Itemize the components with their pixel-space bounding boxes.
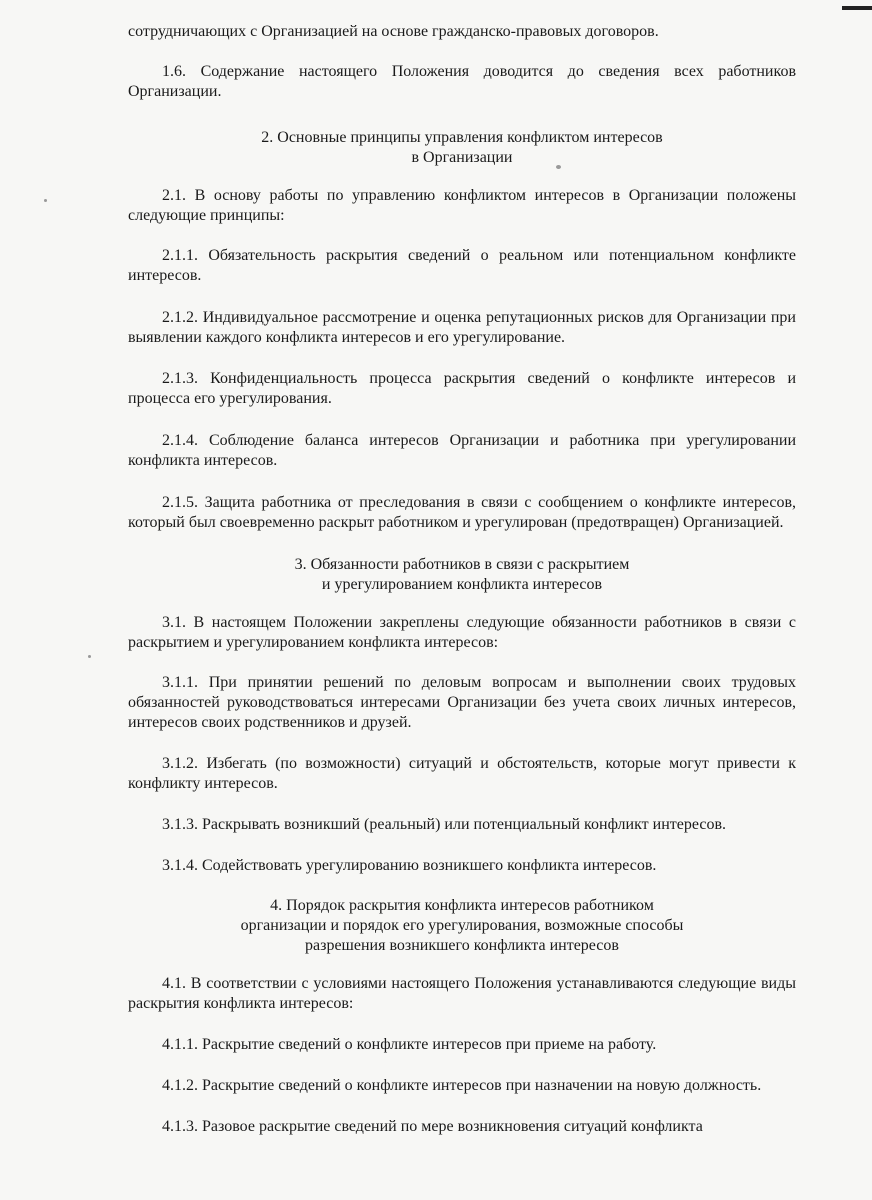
paragraph-3-1-4: 3.1.4. Содействовать урегулированию возникшего конфликта интересов.	[162, 857, 657, 874]
paragraph-1-6: 1.6. Содержание настоящего Положения доводится до сведения всех работников Организации.	[128, 63, 796, 100]
paragraph-3-1-1: 3.1.1. При принятии решений по деловым вопросам и выполнении своих трудовых обязанностей руководствоваться интересами Организации без учета своих личных интересов, интересов своих родственников и друзей.	[128, 674, 796, 731]
paragraph-3-1-3: 3.1.3. Раскрывать возникший (реальный) или потенциальный конфликт интересов.	[162, 816, 727, 833]
paragraph-3-1-2: 3.1.2. Избегать (по возможности) ситуаций и обстоятельств, которые могут привести к конфликту интересов.	[128, 755, 796, 792]
document-body	[128, 22, 796, 1137]
section-heading-2	[128, 128, 796, 168]
heading-line: 2. Основные принципы управления конфликтом интересов	[261, 129, 663, 146]
scan-edge-mark	[842, 6, 872, 10]
heading-line: организации и порядок его урегулирования, возможные способы	[240, 917, 684, 934]
heading-line: в Организации	[411, 149, 513, 166]
section-heading-3	[128, 555, 796, 595]
paragraph-2-1: 2.1. В основу работы по управлению конфликтом интересов в Организации положены следующие принципы:	[128, 187, 796, 224]
paragraph-4-1-2: 4.1.2. Раскрытие сведений о конфликте интересов при назначении на новую должность.	[162, 1077, 762, 1094]
paragraph-2-1-4: 2.1.4. Соблюдение баланса интересов Организации и работника при урегулировании конфликта интересов.	[128, 432, 796, 469]
scan-speck	[44, 199, 47, 202]
paragraph-2-1-2: 2.1.2. Индивидуальное рассмотрение и оценка репутационных рисков для Организации при выявлении каждого конфликта интересов и его урегулирование.	[128, 309, 796, 346]
paragraph-2-1-1: 2.1.1. Обязательность раскрытия сведений о реальном или потенциальном конфликте интересов.	[128, 247, 796, 284]
paragraph-3-1: 3.1. В настоящем Положении закреплены следующие обязанности работников в связи с раскрытием и урегулированием конфликта интересов:	[128, 614, 796, 651]
paragraph-4-1: 4.1. В соответствии с условиями настоящего Положения устанавливаются следующие виды раскрытия конфликта интересов:	[128, 975, 796, 1012]
paragraph-4-1-3: 4.1.3. Разовое раскрытие сведений по мере возникновения ситуаций конфликта	[162, 1118, 703, 1135]
heading-line: 4. Порядок раскрытия конфликта интересов работником	[270, 897, 654, 914]
paragraph-4-1-1: 4.1.1. Раскрытие сведений о конфликте интересов при приеме на работу.	[162, 1036, 657, 1053]
heading-line: и урегулированием конфликта интересов	[321, 576, 603, 593]
paragraph-2-1-3: 2.1.3. Конфиденциальность процесса раскрытия сведений о конфликте интересов и процесса его урегулирования.	[128, 370, 796, 407]
section-heading-4	[128, 896, 796, 956]
heading-line: разрешения возникшего конфликта интересов	[305, 937, 619, 954]
heading-line: 3. Обязанности работников в связи с раскрытием	[294, 556, 630, 573]
paragraph: сотрудничающих с Организацией на основе гражданско-правовых договоров.	[128, 23, 659, 40]
paragraph-2-1-5: 2.1.5. Защита работника от преследования в связи с сообщением о конфликте интересов, который был своевременно раскрыт работником и урегулирован (предотвращен) Организацией.	[128, 494, 796, 531]
scan-speck	[88, 655, 91, 658]
